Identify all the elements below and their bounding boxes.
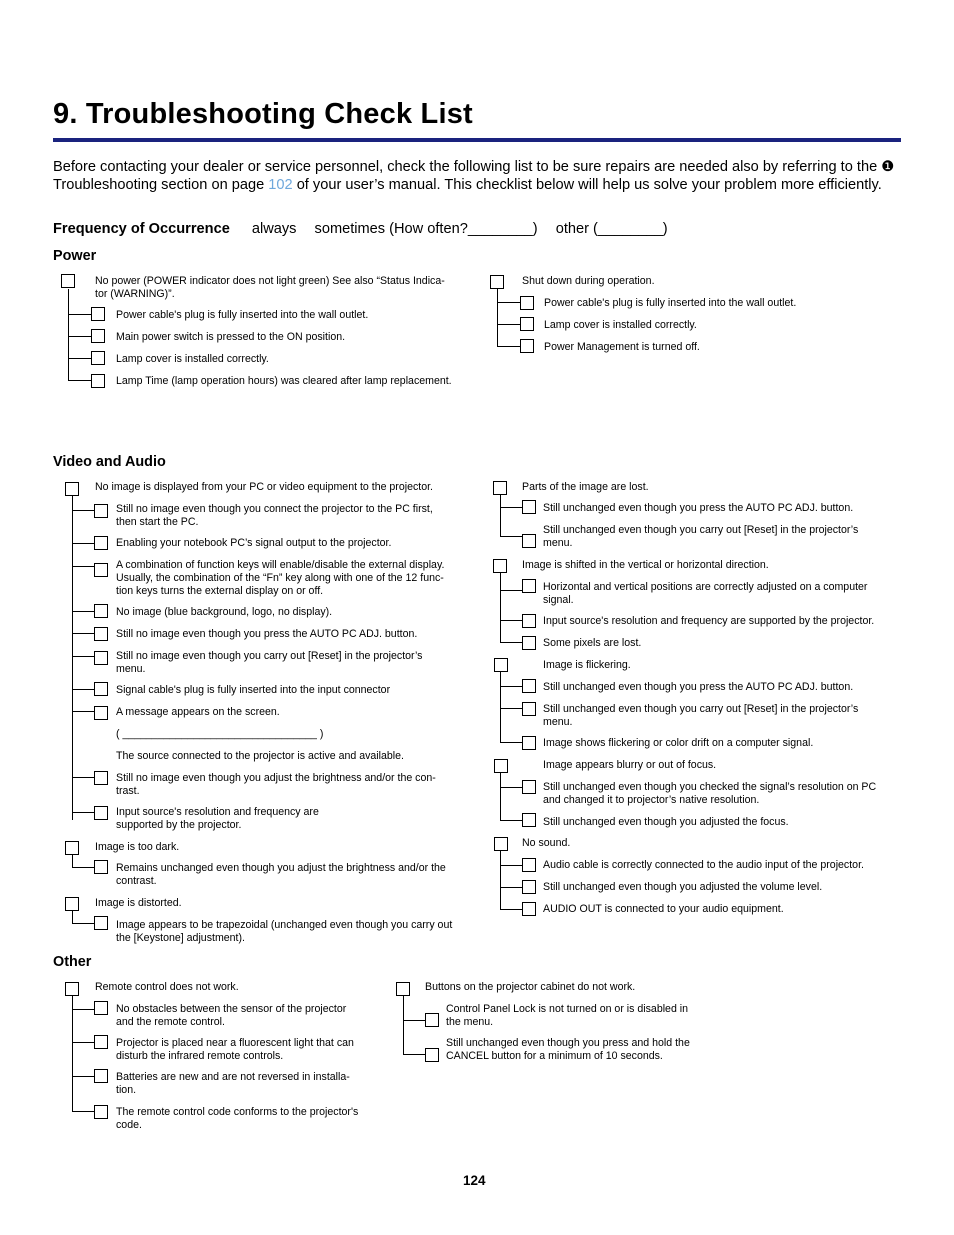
title-underline <box>53 138 901 142</box>
checkbox[interactable] <box>490 275 504 289</box>
intro-text-2: Troubleshooting section on page <box>53 177 269 193</box>
checkbox[interactable] <box>494 759 508 773</box>
checkbox[interactable] <box>522 813 536 827</box>
check-item-label: Remains unchanged even though you adjust the brightness and/or the contrast. <box>116 862 446 887</box>
frequency-option-sometimes[interactable]: sometimes (How often?________) <box>314 221 538 237</box>
tree-branch <box>72 1042 94 1043</box>
check-item-label: Remote control does not work. <box>95 981 239 993</box>
check-item-label: No image is displayed from your PC or video equipment to the projector. <box>95 481 433 493</box>
checkbox[interactable] <box>61 274 75 288</box>
check-item-label: A combination of function keys will enable/disable the external display. Usually, the combination of the “Fn” key along with one of the 12 func- tion keys turns the external display on or off. <box>116 559 445 597</box>
checkbox[interactable] <box>520 317 534 331</box>
checkbox[interactable] <box>494 837 508 851</box>
check-item-label: No obstacles between the sensor of the projector and the remote control. <box>116 1003 347 1028</box>
check-item-label: Still unchanged even though you press and hold the CANCEL button for a minimum of 10 seconds. <box>446 1037 690 1062</box>
check-item-label: Signal cable's plug is fully inserted into the input connector <box>116 684 391 696</box>
checkbox[interactable] <box>522 534 536 548</box>
checkbox[interactable] <box>94 536 108 550</box>
check-item-label: A message appears on the screen. <box>116 706 280 718</box>
tree-branch <box>68 358 91 359</box>
check-item-label: Still unchanged even though you carry out [Reset] in the projector’s menu. <box>543 703 859 728</box>
check-item-label: Batteries are new and are not reversed in installa- tion. <box>116 1071 350 1096</box>
check-item-label: Lamp Time (lamp operation hours) was cleared after lamp replacement. <box>116 375 452 387</box>
checkbox[interactable] <box>91 307 105 321</box>
checkbox[interactable] <box>94 1001 108 1015</box>
tree-branch <box>500 742 522 743</box>
page-title: 9. Troubleshooting Check List <box>53 98 473 130</box>
tree-branch <box>72 633 94 634</box>
check-item-label: No sound. <box>522 837 571 849</box>
check-item-label: Still unchanged even though you adjusted the volume level. <box>543 881 823 893</box>
checkbox[interactable] <box>494 658 508 672</box>
checkbox[interactable] <box>425 1013 439 1027</box>
tree-branch <box>68 314 91 315</box>
info-circle-icon: ❶ <box>881 159 895 175</box>
checkbox[interactable] <box>522 579 536 593</box>
tree-branch <box>497 302 520 303</box>
checkbox[interactable] <box>91 351 105 365</box>
tree-branch <box>72 689 94 690</box>
check-item-label: No power (POWER indicator does not light green) See also “Status Indica- tor (WARNING)”. <box>95 275 445 300</box>
section-video-audio-heading: Video and Audio <box>53 454 166 470</box>
check-item-label: The source connected to the projector is active and available. <box>116 750 404 762</box>
tree-branch <box>72 1076 94 1077</box>
tree-line <box>500 773 501 821</box>
checkbox[interactable] <box>522 702 536 716</box>
check-item-label: Input source's resolution and frequency are supported by the projector. <box>543 615 875 627</box>
tree-branch <box>72 923 94 924</box>
check-item-label: Shut down during operation. <box>522 275 655 287</box>
check-item-label: No image (blue background, logo, no display). <box>116 606 333 618</box>
tree-branch <box>68 380 91 381</box>
tree-line <box>497 289 498 346</box>
check-item-label: Audio cable is correctly connected to the audio input of the projector. <box>543 859 864 871</box>
check-item-label: Still unchanged even though you carry out [Reset] in the projector’s menu. <box>543 524 859 549</box>
tree-branch <box>500 820 522 821</box>
tree-branch <box>500 787 522 788</box>
tree-branch <box>68 336 91 337</box>
check-item-label: Image is too dark. <box>95 841 180 853</box>
page-number: 124 <box>463 1173 486 1188</box>
check-item-label: AUDIO OUT is connected to your audio equipment. <box>543 903 784 915</box>
check-item-label: Control Panel Lock is not turned on or is disabled in the menu. <box>446 1003 689 1028</box>
check-item-label: Still no image even though you adjust the brightness and/or the con- trast. <box>116 772 436 797</box>
tree-branch <box>403 1020 425 1021</box>
tree-branch <box>500 536 522 537</box>
frequency-option-other[interactable]: other (________) <box>555 221 668 237</box>
checkbox[interactable] <box>65 897 79 911</box>
intro-paragraph <box>53 158 903 194</box>
tree-line <box>500 851 501 909</box>
frequency-label: Frequency of Occurrence <box>53 221 230 237</box>
check-item-label: Enabling your notebook PC’s signal output to the projector. <box>116 537 392 549</box>
checkbox[interactable] <box>522 858 536 872</box>
tree-branch <box>497 324 520 325</box>
checkbox[interactable] <box>522 679 536 693</box>
check-item-label: Power cable's plug is fully inserted into the wall outlet. <box>544 297 797 309</box>
check-item-label: Image is distorted. <box>95 897 182 909</box>
tree-branch <box>500 865 522 866</box>
checkbox[interactable] <box>94 504 108 518</box>
check-item-label: Image is shifted in the vertical or horizontal direction. <box>522 559 769 571</box>
checkbox[interactable] <box>91 329 105 343</box>
check-item-label: Main power switch is pressed to the ON position. <box>116 331 346 343</box>
tree-branch <box>72 611 94 612</box>
message-blank-line[interactable]: ( _________________________________ ) <box>116 728 324 740</box>
tree-branch <box>497 346 520 347</box>
tree-line <box>500 573 501 643</box>
checkbox[interactable] <box>91 374 105 388</box>
tree-branch <box>72 1009 94 1010</box>
tree-branch <box>500 642 522 643</box>
tree-line <box>500 495 501 537</box>
section-other-heading: Other <box>53 954 92 970</box>
check-item-label: Parts of the image are lost. <box>522 481 649 493</box>
checkbox[interactable] <box>94 682 108 696</box>
tree-branch <box>72 543 94 544</box>
check-item-label: Buttons on the projector cabinet do not work. <box>425 981 636 993</box>
check-item-label: Projector is placed near a fluorescent light that can disturb the infrared remote controls. <box>116 1037 354 1062</box>
check-item-label: Still unchanged even though you press the AUTO PC ADJ. button. <box>543 502 854 514</box>
page-102-link[interactable]: 102 <box>268 177 293 193</box>
tree-branch <box>500 620 522 621</box>
checkbox[interactable] <box>94 706 108 720</box>
checkbox[interactable] <box>94 563 108 577</box>
check-item-label: Image appears to be trapezoidal (unchanged even though you carry out the [Keystone] adjustment). <box>116 919 453 944</box>
tree-branch <box>500 590 522 591</box>
checkbox[interactable] <box>522 780 536 794</box>
tree-line <box>403 996 404 1054</box>
check-item-label: Still unchanged even though you checked the signal’s resolution on PC and changed it to projector’s native resolution. <box>543 781 877 806</box>
frequency-option-always[interactable]: always <box>251 221 297 237</box>
checkbox[interactable] <box>493 559 507 573</box>
check-item-label: Still unchanged even though you press the AUTO PC ADJ. button. <box>543 681 854 693</box>
checkbox[interactable] <box>522 736 536 750</box>
checkbox[interactable] <box>522 500 536 514</box>
tree-branch <box>72 777 94 778</box>
tree-branch <box>403 1054 425 1055</box>
intro-text-3: of your user’s manual. This checklist below will help us solve your problem more efficiently. <box>292 177 882 193</box>
check-item-label: Image appears blurry or out of focus. <box>543 759 717 771</box>
check-item-label: Power cable's plug is fully inserted into the wall outlet. <box>116 309 369 321</box>
check-item-label: Input source's resolution and frequency are supported by the projector. <box>116 806 319 831</box>
checkbox[interactable] <box>520 339 534 353</box>
checkbox[interactable] <box>425 1048 439 1062</box>
check-item-label: Image shows flickering or color drift on a computer signal. <box>543 737 814 749</box>
checkbox[interactable] <box>94 627 108 641</box>
tree-branch <box>72 867 94 868</box>
checkbox[interactable] <box>94 1105 108 1119</box>
checkbox[interactable] <box>522 614 536 628</box>
tree-branch <box>72 510 94 511</box>
checkbox[interactable] <box>94 604 108 618</box>
check-item-label: Lamp cover is installed correctly. <box>544 319 697 331</box>
check-item-label: Still no image even though you carry out [Reset] in the projector’s menu. <box>116 650 423 675</box>
checkbox[interactable] <box>94 651 108 665</box>
tree-branch <box>500 887 522 888</box>
checkbox[interactable] <box>94 916 108 930</box>
check-item-label: The remote control code conforms to the projector's code. <box>116 1106 359 1131</box>
tree-line <box>68 289 69 381</box>
tree-branch <box>72 1111 94 1112</box>
tree-branch <box>72 656 94 657</box>
check-item-label: Still no image even though you press the AUTO PC ADJ. button. <box>116 628 418 640</box>
checkbox[interactable] <box>396 982 410 996</box>
check-item-label: Power Management is turned off. <box>544 341 700 353</box>
tree-branch <box>500 686 522 687</box>
checkbox[interactable] <box>65 841 79 855</box>
check-item-label: Horizontal and vertical positions are correctly adjusted on a computer signal. <box>543 581 868 606</box>
checkbox[interactable] <box>94 771 108 785</box>
checkbox[interactable] <box>522 902 536 916</box>
checkbox[interactable] <box>94 860 108 874</box>
check-item-label: Still unchanged even though you adjusted the focus. <box>543 816 789 828</box>
check-item-label: Still no image even though you connect the projector to the PC first, then start the PC. <box>116 503 433 528</box>
checkbox[interactable] <box>65 482 79 496</box>
tree-branch <box>500 507 522 508</box>
check-item-label: Some pixels are lost. <box>543 637 642 649</box>
tree-branch <box>72 566 94 567</box>
checkbox[interactable] <box>65 982 79 996</box>
checkbox[interactable] <box>522 880 536 894</box>
checkbox[interactable] <box>493 481 507 495</box>
checkbox[interactable] <box>94 1069 108 1083</box>
tree-line <box>72 496 73 820</box>
intro-text-1: Before contacting your dealer or service personnel, check the following list to be sure repairs are needed also by referring to the <box>53 159 882 175</box>
tree-branch <box>500 909 522 910</box>
tree-branch <box>72 812 94 813</box>
checkbox[interactable] <box>520 296 534 310</box>
tree-branch <box>500 708 522 709</box>
section-power-heading: Power <box>53 248 97 264</box>
checkbox[interactable] <box>94 1035 108 1049</box>
check-item-label: Lamp cover is installed correctly. <box>116 353 269 365</box>
tree-line <box>72 996 73 1112</box>
frequency-row <box>53 221 668 237</box>
tree-branch <box>72 711 94 712</box>
checkbox[interactable] <box>522 636 536 650</box>
check-item-label: Image is flickering. <box>543 659 631 671</box>
checkbox[interactable] <box>94 806 108 820</box>
